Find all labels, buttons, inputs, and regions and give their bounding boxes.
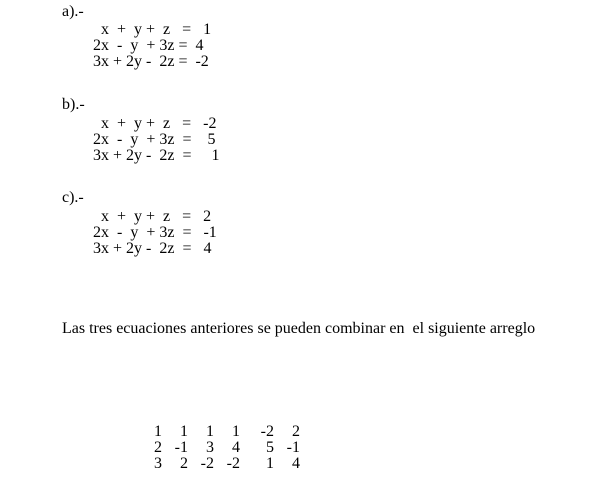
matrix-cell: 3 [206, 439, 214, 456]
matrix-cell: -2 [260, 423, 274, 440]
system-a-eq3: 3x + 2y - 2z = -2 [93, 53, 209, 70]
matrix-cell: 1 [266, 455, 274, 472]
matrix-row [136, 456, 300, 472]
system-b-label: b).- [62, 96, 85, 113]
matrix-cell: -1 [286, 439, 300, 456]
matrix-cell: 1 [232, 423, 240, 440]
system-b-eq2: 2x - y + 3z = 5 [93, 131, 216, 148]
system-a-label: a).- [62, 3, 84, 20]
augmented-matrix [136, 424, 300, 472]
matrix-cell: -2 [226, 455, 240, 472]
system-c-eq2: 2x - y + 3z = -1 [93, 224, 217, 241]
matrix-cell: 2 [292, 423, 300, 440]
matrix-cell: -2 [200, 455, 214, 472]
system-b-eq1: x + y + z = -2 [93, 115, 217, 132]
matrix-cell: 4 [232, 439, 240, 456]
system-b-eq3: 3x + 2y - 2z = 1 [93, 147, 220, 164]
matrix-cell: 3 [154, 455, 162, 472]
matrix-cell: 2 [180, 455, 188, 472]
matrix-cell: 4 [292, 455, 300, 472]
system-c-label: c).- [62, 189, 84, 206]
matrix-row [136, 440, 300, 456]
matrix-row [136, 424, 300, 440]
matrix-cell: 1 [154, 423, 162, 440]
combine-sentence: Las tres ecuaciones anteriores se pueden combinar en el siguiente arreglo [62, 320, 536, 337]
system-c-eq3: 3x + 2y - 2z = 4 [93, 240, 212, 257]
matrix-cell: 2 [154, 439, 162, 456]
matrix-cell: 5 [266, 439, 274, 456]
matrix-cell: 1 [206, 423, 214, 440]
system-a-eq2: 2x - y + 3z = 4 [93, 37, 204, 54]
matrix-cell: -1 [174, 439, 188, 456]
system-a-eq1: x + y + z = 1 [93, 21, 212, 38]
matrix-cell: 1 [180, 423, 188, 440]
system-c-eq1: x + y + z = 2 [93, 208, 212, 225]
